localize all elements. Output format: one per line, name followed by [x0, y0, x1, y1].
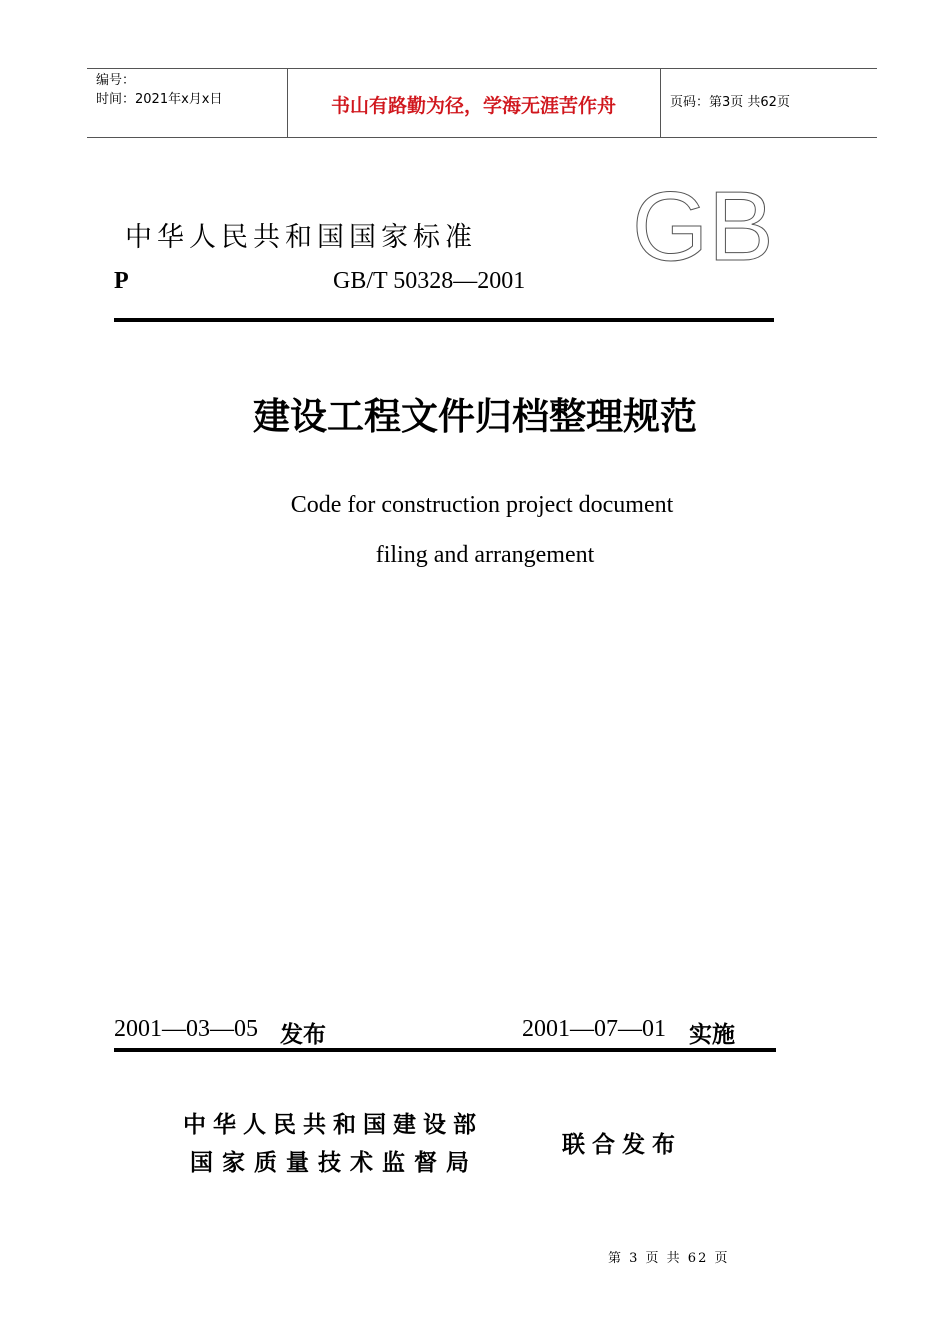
category-label: P: [114, 268, 129, 294]
motto-text: 书山有路勤为径，学海无涯苦作舟: [330, 95, 616, 117]
standard-number: GB/T 50328—2001: [333, 268, 526, 294]
number-label: 编号：: [96, 73, 136, 88]
implement-date: 2001—07—01: [522, 1016, 666, 1042]
document-header-table: [87, 68, 877, 138]
header-page-cell: [661, 69, 877, 137]
time-label: 时间：2021年x月x日: [96, 92, 223, 107]
page-footer: 第 3 页 共 62 页: [608, 1251, 730, 1266]
page-label: 页码：第3页 共62页: [670, 95, 790, 110]
publish-label: 发布: [280, 1022, 326, 1048]
bottom-rule: [114, 1048, 776, 1052]
issuer-bureau: 国家质量技术监督局: [190, 1150, 478, 1176]
english-title-line-1: Code for construction project document: [290, 492, 674, 518]
top-rule: [114, 318, 774, 322]
gb-logo-text: GB: [632, 180, 774, 266]
header-meta-cell: [87, 69, 288, 137]
document-title: 建设工程文件归档整理规范: [253, 395, 697, 438]
joint-publish-label: 联合发布: [562, 1132, 682, 1158]
publish-date: 2001—03—05: [114, 1016, 258, 1042]
national-standard-heading: 中华人民共和国国家标准: [125, 222, 477, 253]
english-title-line-2: filing and arrangement: [375, 542, 595, 568]
implement-label: 实施: [689, 1022, 735, 1048]
header-motto-cell: [287, 69, 661, 137]
issuer-ministry: 中华人民共和国建设部: [183, 1112, 483, 1138]
gb-logo: [632, 180, 777, 266]
